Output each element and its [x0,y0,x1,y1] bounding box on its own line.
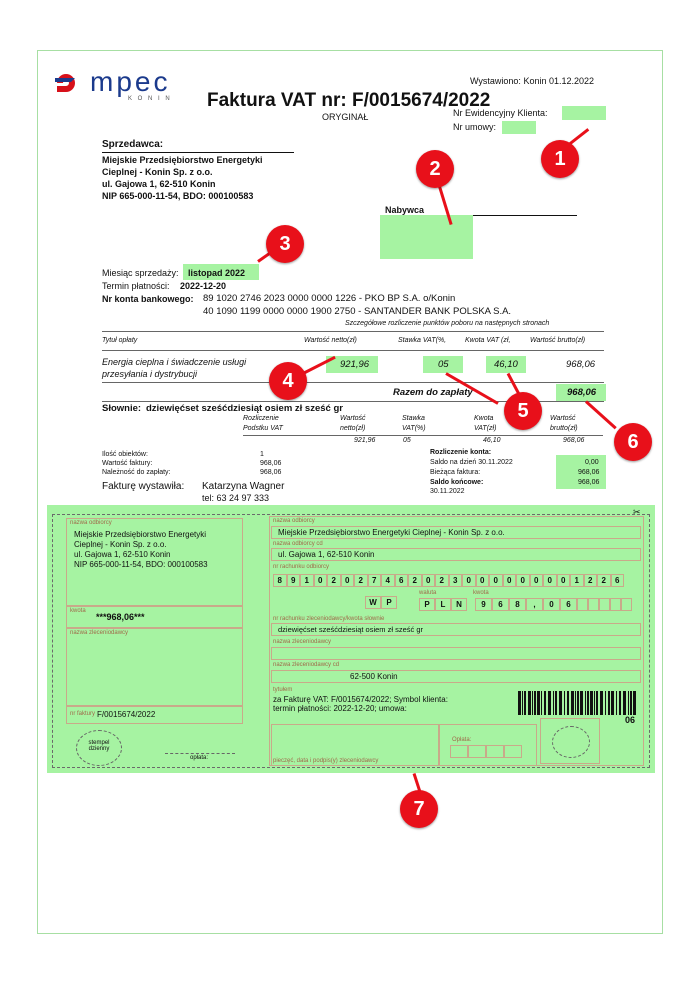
marker-2: 2 [416,150,454,188]
digit-cell: 0 [557,574,571,587]
invoice-title: Faktura VAT nr: F/0015674/2022 [207,90,491,111]
barcode-bar [564,691,565,715]
stub-invoice-value: F/0015674/2022 [97,710,156,719]
vat-value: 46,10 [494,359,518,370]
buyer-highlight [380,215,473,259]
barcode-bar [537,691,540,715]
amount-empty-cells [577,598,632,611]
digit-cell: P [381,596,397,609]
barcode-bar [553,691,554,715]
sum-col-gross: Wartość brutto(zł) [550,415,578,432]
seller-heading: Sprzedawca: [102,139,164,150]
digit-cell: 0 [516,574,530,587]
barcode-bar [605,691,606,715]
digit-cell: 0 [489,574,503,587]
col-title: Tytuł opłaty [102,337,138,344]
total-label: Razem do zapłaty [393,387,473,398]
barcode-bar [518,691,521,715]
issuer-name: Katarzyna Wagner [202,481,285,492]
seller-underline [102,152,294,153]
barcode-bar [590,691,593,715]
barcode-bar [567,691,569,715]
digit-cell: 6 [611,574,625,587]
digit-cell: 7 [368,574,382,587]
digit-cell: 2 [408,574,422,587]
issuer-tel: tel: 63 24 97 333 [202,493,270,503]
digit-cell: 3 [449,574,463,587]
barcode-bar [559,691,562,715]
digit-cell: 2 [327,574,341,587]
digit-cell: 9 [287,574,301,587]
sum-gross: 968,06 [563,437,585,444]
digit-cell: 0 [543,598,560,611]
barcode-bar [587,691,589,715]
stub-recipient-lines: Miejskie Przedsiębiorstwo Energetyki Cieplnej - Konin Sp. z o.o. ul. Gajowa 1, 62-510 Konin NIP 665-000-11-54, BDO: 000100583 [74,530,208,569]
signature-label: pieczęć, data i podpis(y) zleceniodawcy [273,758,379,764]
account-digits [273,574,624,587]
logo-city: K O N I N [128,96,172,102]
sum-vat: 46,10 [483,437,501,444]
barcode-bar [577,691,579,715]
amount-cells [475,598,577,611]
digit-cell: 0 [314,574,328,587]
digit-cell: 0 [503,574,517,587]
marker-6: 6 [614,423,652,461]
stub-invoice-label: nr faktury [70,711,96,717]
fee-cells [450,745,522,758]
marker-1: 1 [541,140,579,178]
sum-col-net: Wartość netto(zł) [340,415,366,432]
net-value: 921,96 [340,359,370,370]
payer-name2-value: 62-500 Konin [350,672,398,681]
barcode-bar [524,691,526,715]
sum-col-rate: Stawka VAT(%) [402,415,426,432]
sum-net: 921,96 [354,437,376,444]
sum-col-vat: Kwota VAT(zł) [474,415,497,432]
currency-cells [419,598,467,611]
barcode-bar [575,691,576,715]
current-label: Bieżąca faktura: [430,469,481,476]
sum-rate: 05 [403,437,411,444]
table-header-rule [102,350,604,351]
col-net: Wartość netto(zł) [304,337,357,344]
row-title: Energia cieplna i świadczenie usługi przesyłania i dystrybucji [102,357,247,379]
title-label: tytułem [273,687,293,693]
stub-amount-value: ***968,06*** [96,612,145,622]
digit-cell: 1 [570,574,584,587]
bank-account-label: Nr konta bankowego: [102,294,194,304]
stamp2-circle [552,726,590,758]
sale-month-value: listopad 2022 [188,268,246,278]
currency-label: waluta [419,590,437,596]
digit-cell: 4 [381,574,395,587]
client-number-highlight [562,106,606,120]
col-rate: Stawka VAT(%, [398,337,447,344]
marker-3: 3 [266,225,304,263]
payer-name2-label: nazwa zleceniodawcy cd [273,662,340,668]
recipient-value: Miejskie Przedsiębiorstwo Energetyki Cieplnej - Konin Sp. z o.o. [278,528,505,537]
total-value: 968,06 [567,387,597,398]
issue-date: Wystawiono: Konin 01.12.2022 [470,76,595,86]
title-line1: za Fakturę VAT: F/0015674/2022; Symbol klienta: [273,695,448,704]
stub-payer-box [66,628,243,706]
amount2-label: kwota [473,590,489,596]
payer-acc-label: nr rachunku zleceniodawcy/kwota słownie [273,616,385,622]
barcode-bar [522,691,523,715]
barcode-bar [633,691,636,715]
marker-5: 5 [504,392,542,430]
bank-account-1: 89 1020 2746 2023 0000 0000 1226 - PKO BP S.A. o/Konin [203,293,456,304]
digit-cell: 9 [475,598,492,611]
current-value: 968,06 [578,469,600,476]
digit-cell: 6 [395,574,409,587]
digit-cell: 6 [560,598,577,611]
barcode-bar [534,691,536,715]
payer-acc-value: dziewięćset sześćdziesiąt osiem zł sześć gr [278,625,424,634]
fee-label: Opłata: [452,737,472,743]
barcode-bar [611,691,614,715]
barcode-bar [541,691,542,715]
barcode-bar [619,691,621,715]
summary-rule [243,435,603,436]
due-amount-label: Należność do zapłaty: [102,469,171,476]
recipient2-label: nazwa odbiorcy cd [273,541,323,547]
recipient2-value: ul. Gajowa 1, 62-510 Konin [278,550,375,559]
digit-cell: 2 [435,574,449,587]
due-date-value: 2022-12-20 [180,281,227,291]
scissors-icon: ✂ [633,507,641,517]
digit-cell: 0 [543,574,557,587]
logo-brand: mpec [90,66,171,97]
barcode-bar [528,691,531,715]
digit-cell: 2 [584,574,598,587]
invoice-value: 968,06 [260,460,282,467]
col-gross: Wartość brutto(zł) [530,337,586,344]
digit-cell: 0 [530,574,544,587]
barcode-bar [594,691,595,715]
stub-fee-label: opłata: [190,755,209,761]
final-label: Saldo końcowe: [430,479,484,486]
barcode-bar [608,691,610,715]
digit-cell: 8 [273,574,287,587]
final-value: 968,06 [578,479,600,486]
payer-name-label: nazwa zleceniodawcy [273,639,332,645]
barcode-bar [544,691,546,715]
digit-cell: L [435,598,451,611]
barcode-bar [600,691,603,715]
table-top-rule [102,331,604,332]
due-date-label: Termin płatności: [102,281,170,291]
col-vat: Kwota VAT (zł, [465,337,511,344]
account-no-label: nr rachunku odbiorcy [273,564,330,570]
invoice-value-label: Wartość faktury: [102,460,153,467]
stub-fee-line [165,753,235,754]
due-amount: 968,06 [260,469,282,476]
barcode-bar [596,691,598,715]
payer-name-field [271,647,641,660]
details-note: Szczegółowe rozliczenie punktów poboru na następnych stronach [345,320,550,327]
digit-cell: , [526,598,543,611]
objects-value: 1 [260,451,264,458]
words-text: dziewięćset sześćdziesiąt osiem zł sześć gr [146,403,343,414]
balance-label: Saldo na dzień 30.11.2022 [430,459,513,466]
stub-amount-label: kwota [70,608,86,614]
marker-7: 7 [400,790,438,828]
barcode-bar [580,691,583,715]
digit-cell: 0 [462,574,476,587]
digit-cell: W [365,596,381,609]
marker-4: 4 [269,362,307,400]
words-label: Słownie: [102,403,142,414]
digit-cell: 0 [422,574,436,587]
stamp-label: stempel dzienny [88,740,110,752]
barcode-icon [518,691,638,715]
stub-recipient-label: nazwa odbiorcy [70,520,112,526]
wp-code [365,596,397,609]
digit-cell: 6 [492,598,509,611]
barcode-bar [532,691,533,715]
slip-code: 06 [625,715,636,725]
recipient-label: nazwa odbiorcy [273,518,315,524]
barcode-bar [585,691,586,715]
final-date: 30.11.2022 [430,488,465,495]
balance-value: 0,00 [585,459,599,466]
digit-cell: 2 [597,574,611,587]
issuer-label: Fakturę wystawiła: [102,481,185,492]
sum-col-base: Rozliczenie Podstku VAT [243,415,283,432]
barcode-bar [628,691,629,715]
barcode-bar [630,691,632,715]
contract-highlight [502,121,536,134]
barcode-bar [555,691,557,715]
client-number-label: Nr Ewidencyjny Klienta: [453,108,548,118]
digit-cell: 1 [300,574,314,587]
seller-address: Miejskie Przedsiębiorstwo Energetyki Cieplnej - Konin Sp. z o.o. ul. Gajowa 1, 62-510 Konin NIP 665-000-11-54, BDO: 000100583 [102,155,263,201]
barcode-bar [548,691,551,715]
rate-value: 05 [438,359,449,370]
stub-amount-box [66,606,243,628]
table-row-rule [102,382,604,383]
bank-account-2: 40 1090 1199 0000 0000 1900 2750 - SANTANDER BANK POLSKA S.A. [203,306,512,317]
digit-cell: 8 [509,598,526,611]
digit-cell: 2 [354,574,368,587]
original-label: ORYGINAŁ [322,112,369,122]
sale-month-label: Miesiąc sprzedaży: [102,268,179,278]
buyer-heading: Nabywca [385,205,425,215]
settlement-heading: Rozliczenie konta: [430,449,492,456]
barcode-bar [623,691,626,715]
digit-cell: 0 [341,574,355,587]
title-line2: termin płatności: 2022-12-20; umowa: [273,704,407,713]
contract-label: Nr umowy: [453,122,497,132]
stub-payer-label: nazwa zleceniodawcy [70,630,129,636]
payer-name2-field [271,670,641,683]
gross-value: 968,06 [566,359,596,370]
barcode-bar [616,691,617,715]
objects-label: Ilość obiektów: [102,451,148,458]
digit-cell: 0 [476,574,490,587]
digit-cell: P [419,598,435,611]
digit-cell: N [451,598,467,611]
mpec-logo-icon [53,70,83,96]
barcode-bar [571,691,574,715]
